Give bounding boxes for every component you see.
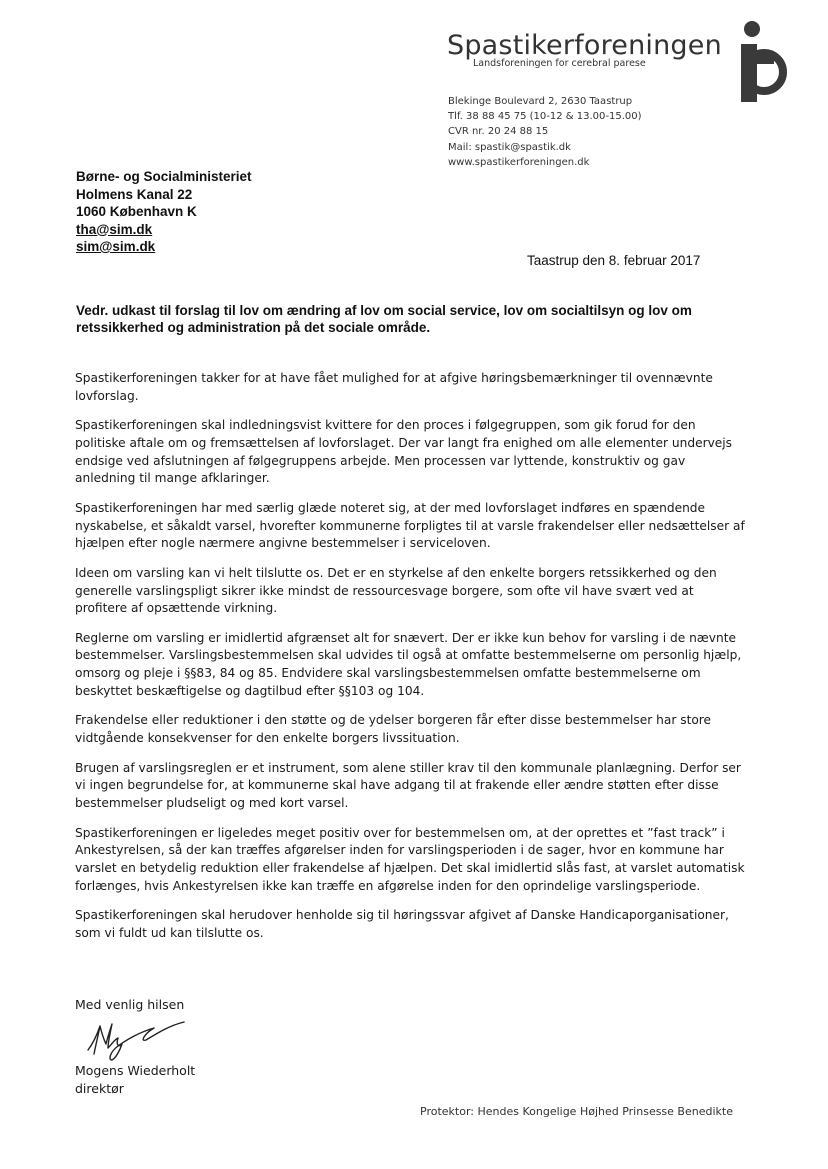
patron-footer: Protektor: Hendes Kongelige Højhed Prinsesse Benedikte [420,1105,733,1118]
letter-date: Taastrup den 8. februar 2017 [527,253,701,268]
organization-logo-icon [724,20,788,104]
body-paragraph: Frakendelse eller reduktioner i den støtte og de ydelser borgeren får efter disse bestemmelser har store vidtgående konsekvenser for den enkelte borgers livssituation. [75,713,712,746]
letter-body [75,370,747,955]
handwritten-signature [84,1014,194,1066]
organization-tagline: Landsforeningen for cerebral parese [473,58,646,69]
signer-name: Mogens Wiederholt [75,1063,196,1078]
recipient-address-block [76,168,252,256]
contact-address: Blekinge Boulevard 2, 2630 Taastrup [448,96,633,107]
contact-website[interactable]: www.spastikerforeningen.dk [448,156,590,168]
recipient-email-link[interactable]: tha@sim.dk [76,221,153,237]
body-paragraph: Ideen om varsling kan vi helt tilslutte os. Det er en styrkelse af den enkelte borgers retssikkerhed og den generelle varslingspligt sikrer ikke mindst de ressourcesvage borgere, som ofte vil have svært ved at profitere af opsættende virkning. [75,565,717,616]
body-paragraph: Brugen af varslingsreglen er et instrument, som alene stiller krav til den kommunale planlægning. Derfor ser vi ingen begrundelse for, at kommunerne skal have adgang til at frakende eller ændre støtten efter disse bestemmelser pludseligt og med kort varsel. [75,760,741,810]
contact-phone: Tlf. 38 88 45 75 (10-12 & 13.00-15.00) [448,111,642,123]
contact-mail: Mail: spastik@spastik.dk [448,141,571,153]
recipient-street: Holmens Kanal 22 [76,186,193,202]
recipient-name: Børne- og Socialministeriet [76,169,252,184]
contact-info [448,94,642,170]
signer-block [75,1062,195,1098]
contact-cvr: CVR nr. 20 24 88 15 [448,126,549,138]
body-paragraph: Spastikerforeningen skal herudover henholde sig til høringssvar afgivet af Danske Handicaporganisationer, som vi fuldt ud kan tilslutte os. [75,908,729,940]
body-paragraph: Spastikerforeningen takker for at have fået mulighed for at afgive høringsbemærkninger til ovennævnte lovforslag. [75,371,713,403]
organization-name: Spastikerforeningen [447,30,722,61]
recipient-email-link[interactable]: sim@sim.dk [76,239,156,254]
letter-subject: Vedr. udkast til forslag til lov om ændring af lov om social service, lov om socialtilsyn og lov om retssikkerhed og administration på det sociale område. [76,303,692,335]
body-paragraph: Reglerne om varsling er imidlertid afgrænset alt for snævert. Der er ikke kun behov for varsling i de nævnte bestemmelser. Varslingsbestemmelsen skal udvides til også at omfatte bestemmelserne om personlig hjælp, omsorg og pleje i §§83, 84 og 85. Endvidere skal varslingsbestemmelsen omfatte bestemmelserne om beskyttet beskæftigelse og dagtilbud efter §§103 og 104. [75,630,742,698]
body-paragraph: Spastikerforeningen skal indledningsvist kvittere for den proces i følgegruppen, som gik forud for den politiske aftale om og fremsættelsen af lovforslaget. Der var langt fra enighed om alle elementer undervejs endsige ved afslutningen af følgegruppens arbejde. Men processen var lyttende, konstruktiv og gav anledning til mange afklaringer. [75,418,733,486]
body-paragraph: Spastikerforeningen har med særlig glæde noteret sig, at der med lovforslaget indføres en spændende nyskabelse, et såkaldt varsel, hvorefter kommunerne forpligtes til at varsle frakendelser eller nedsættelser af hjælpen efter nogle nærmere angivne bestemmelser i serviceloven. [75,500,745,551]
body-paragraph: Spastikerforeningen er ligeledes meget positiv over for bestemmelsen om, at der oprettes et ”fast track” i Ankestyrelsen, så der kan træffes afgørelser inden for varslingsperioden i de sager, hvor en kommune har varslet en betydelig reduktion eller frakendelse af hjælpen. Det skal imidlertid slås fast, at varslet automatisk forlænges, hvis Ankestyrelsen ikke kan træffe en afgørelse inden for den oprindelige varslingsperiode. [75,825,745,893]
recipient-city: 1060 København K [76,204,197,219]
signer-title: direktør [75,1081,124,1096]
closing-salutation: Med venlig hilsen [75,997,185,1012]
